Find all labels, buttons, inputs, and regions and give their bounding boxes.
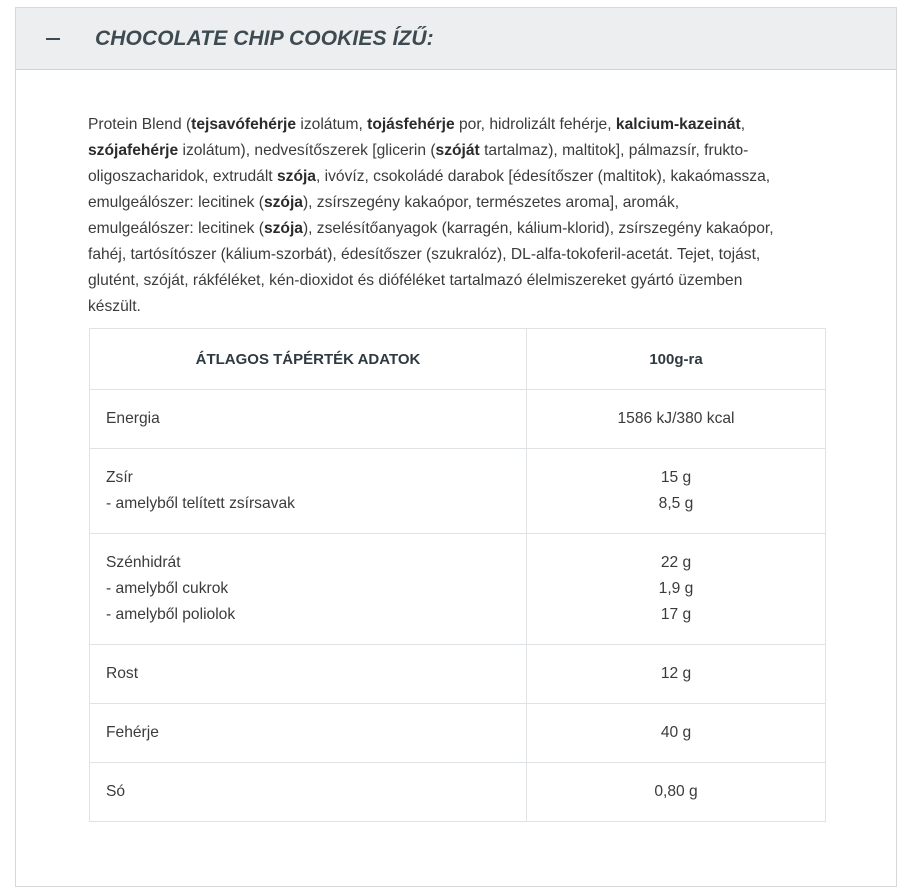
ingredient-text: ,: [740, 116, 746, 133]
nutrition-table: [89, 328, 826, 822]
nutrient-label: [90, 390, 527, 449]
nutrient-value: [527, 645, 826, 704]
nutrient-label-line: Rost: [106, 665, 139, 682]
accordion-header[interactable]: [16, 8, 896, 70]
column-header-nutrition: ÁTLAGOS TÁPÉRTÉK ADATOK: [90, 329, 527, 390]
nutrient-label-line: Fehérje: [106, 724, 159, 741]
nutrient-value: [527, 390, 826, 449]
nutrient-label-line: Energia: [106, 410, 160, 427]
allergen-text: szója: [263, 220, 303, 237]
nutrient-value-line: 15 g: [660, 469, 692, 486]
table-row: [90, 449, 826, 534]
allergen-text: kalcium-kazeinát: [615, 116, 741, 133]
nutrient-label-line: - amelyből telített zsírsavak: [106, 495, 295, 512]
table-row: [90, 390, 826, 449]
nutrient-value-line: 1586 kJ/380 kcal: [617, 410, 735, 427]
column-header-per-100g: 100g-ra: [527, 329, 826, 390]
table-row: [90, 645, 826, 704]
nutrient-value: [527, 449, 826, 534]
allergen-text: tojásfehérje: [367, 116, 455, 133]
nutrient-value-line: 1,9 g: [658, 580, 694, 597]
ingredient-text: Protein Blend (: [88, 116, 192, 133]
nutrient-value: [527, 534, 826, 645]
nutrient-label-line: Só: [106, 783, 126, 800]
ingredient-text: por, hidrolizált fehérje,: [454, 116, 616, 133]
nutrient-label: [90, 704, 527, 763]
allergen-text: szóját: [435, 142, 480, 159]
nutrient-value-line: 40 g: [660, 724, 692, 741]
allergen-text: szójafehérje: [88, 142, 179, 159]
accordion-panel: [15, 7, 897, 887]
ingredient-text: izolátum,: [296, 116, 368, 133]
accordion-title: CHOCOLATE CHIP COOKIES ÍZŰ:: [95, 26, 434, 50]
allergen-text: tejsavófehérje: [191, 116, 297, 133]
nutrient-value-line: 17 g: [660, 606, 692, 623]
table-row: [90, 534, 826, 645]
table-row: [90, 763, 826, 822]
nutrient-value-line: 0,80 g: [654, 783, 698, 800]
nutrient-label: [90, 534, 527, 645]
nutrient-label-line: Zsír: [106, 469, 133, 486]
table-row: [90, 704, 826, 763]
nutrient-label: [90, 763, 527, 822]
nutrient-label: [90, 449, 527, 534]
nutrient-label-line: - amelyből cukrok: [106, 580, 229, 597]
ingredient-text: , ivóvíz, csokoládé darabok [édesítőszer (maltitok), kakaómassza, emulgeálószer: lecitinek (: [88, 168, 771, 211]
table-header-row: [90, 329, 826, 390]
ingredient-text: tartalmaz), maltitok], pálmazsír, frukto-oligoszacharidok, extrudált: [88, 142, 749, 185]
nutrient-value-line: 22 g: [660, 554, 692, 571]
ingredient-text: izolátum), nedvesítőszerek [glicerin (: [178, 142, 436, 159]
nutrient-value-line: 8,5 g: [658, 495, 694, 512]
nutrient-label-line: Szénhidrát: [106, 554, 181, 571]
ingredients-text: [88, 112, 788, 320]
nutrient-label-line: - amelyből poliolok: [106, 606, 236, 623]
ingredient-text: ), zsírszegény kakaópor, természetes aroma], aromák, emulgeálószer: lecitinek (: [88, 194, 680, 237]
nutrient-value: [527, 704, 826, 763]
nutrient-value-line: 12 g: [660, 665, 692, 682]
allergen-text: szója: [263, 194, 303, 211]
nutrient-label: [90, 645, 527, 704]
ingredient-text: ), zselésítőanyagok (karragén, kálium-klorid), zsírszegény kakaópor, fahéj, tartósítószer (kálium-szorbát), édesítőszer (szukralóz), DL-alfa-tokoferil-acetát. Tejet, tojást, glutént, szóját, rákféléket, kén-dioxidot és dióféléket tartalmazó élelmiszereket gyártó üzemben készült.: [88, 220, 774, 315]
allergen-text: szója: [276, 168, 316, 185]
minus-icon[interactable]: [46, 38, 60, 40]
nutrient-value: [527, 763, 826, 822]
